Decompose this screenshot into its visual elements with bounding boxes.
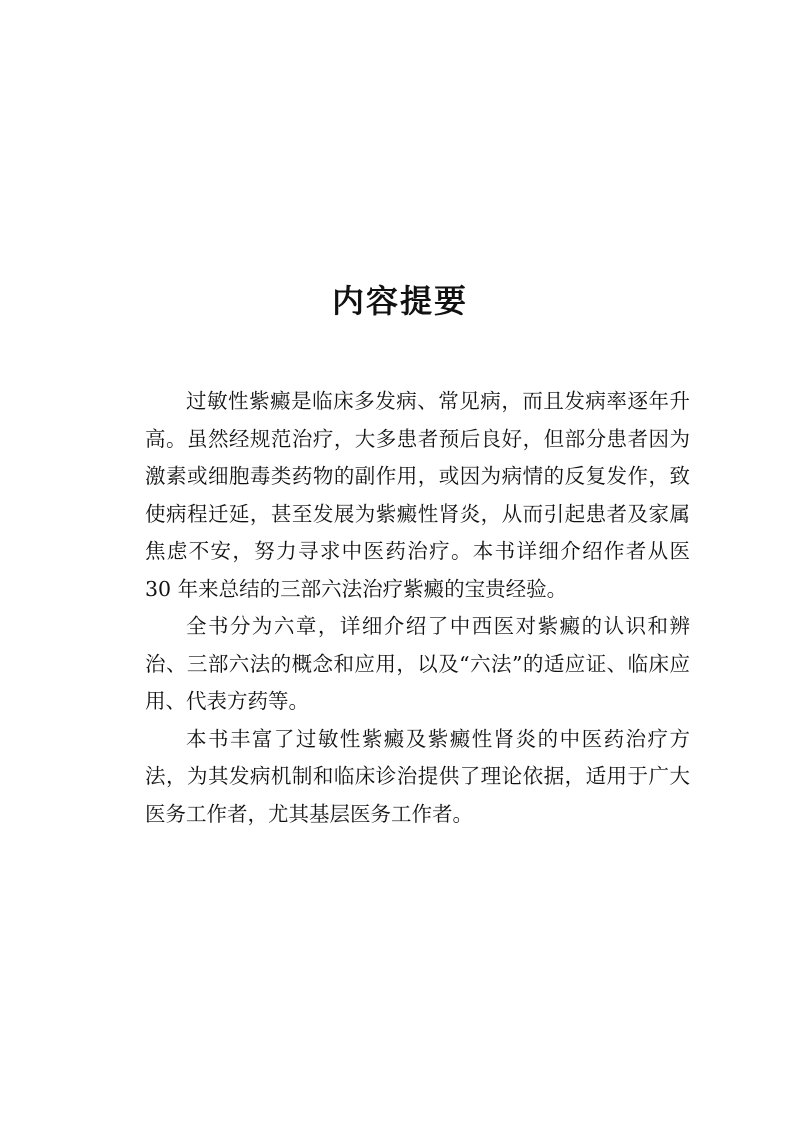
summary-body: [145, 383, 690, 833]
summary-paragraph-1: 过敏性紫癜是临床多发病、常见病，而且发病率逐年升高。虽然经规范治疗，大多患者预后良好，但部分患者因为激素或细胞毒类药物的副作用，或因为病情的反复发作，致使病程迁延，甚至发展为紫癜性肾炎，从而引起患者及家属焦虑不安，努力寻求中医药治疗。本书详细介绍作者从医 30 年来总结的三部六法治疗紫癜的宝贵经验。: [145, 389, 690, 601]
page-title: 内容提要: [331, 282, 468, 321]
summary-paragraph-2: 全书分为六章，详细介绍了中西医对紫癜的认识和辨治、三部六法的概念和应用，以及“六法”的适应证、临床应用、代表方药等。: [145, 614, 690, 713]
summary-paragraph-3: 本书丰富了过敏性紫癜及紫癜性肾炎的中医药治疗方法，为其发病机制和临床诊治提供了理论依据，适用于广大医务工作者，尤其基层医务工作者。: [145, 726, 690, 826]
